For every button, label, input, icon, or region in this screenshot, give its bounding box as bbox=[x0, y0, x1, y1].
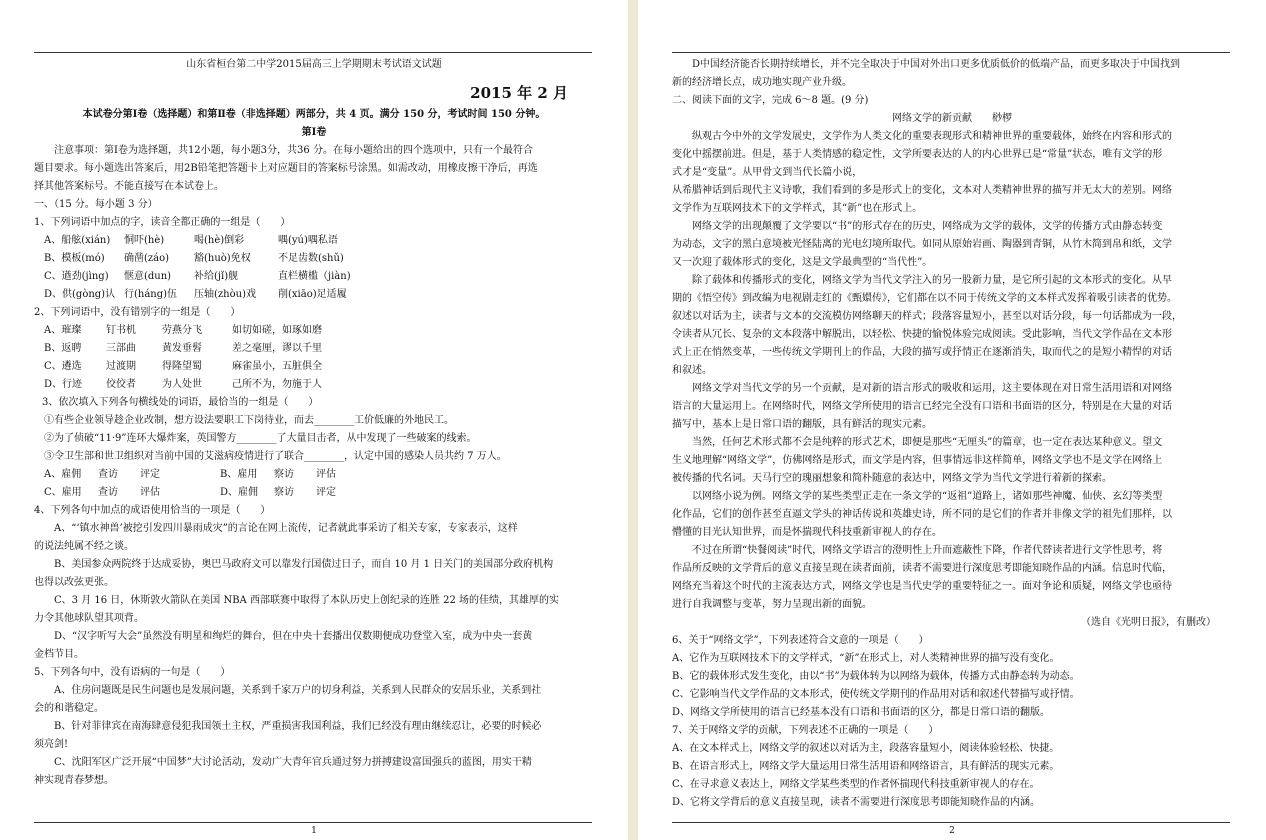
option-word: 己所不为，勿施于人 bbox=[232, 379, 322, 390]
option-word: B、模板(mó) bbox=[44, 253, 105, 264]
article-line: 式才是“变量”。从甲骨文到当代长篇小说， bbox=[672, 167, 863, 178]
option-word: 差之毫厘，谬以千里 bbox=[232, 343, 322, 354]
question-line: A、“‘镇水神兽’被挖引发四川暴雨成灾”的言论在网上流传，记者就此事采访了相关专家，专家表示，这样 bbox=[54, 523, 518, 534]
fill-sentence: ③令卫生部和世卫组织对当前中国的艾滋病疫情进行了联合________，认定中国的感染人员共约 7 万人。 bbox=[44, 451, 507, 462]
option-word: A、船舷(xián) bbox=[44, 235, 111, 246]
exam-title: 山东省桓台第二中学2015届高三上学期期末考试语文试题 bbox=[186, 59, 442, 70]
article-line: 当然，任何艺术形式都不会是纯粹的形式艺术，即便是那些“无厘头”的篇章，也一定在表达某种意义。望文 bbox=[672, 437, 1163, 448]
option-line: A、在文本样式上，网络文学的叙述以对话为主，段落容量短小，阅读体验轻松、快捷。 bbox=[672, 743, 1060, 754]
option-word: 查访 bbox=[98, 487, 118, 498]
option-word: 评定 bbox=[316, 487, 336, 498]
option-line: D、它将文学背后的意义直接呈现，读者不需要进行深度思考即能知晓作品的内涵。 bbox=[672, 797, 1041, 808]
question-line: 新的经济增长点，成功地实现产业升级。 bbox=[672, 77, 852, 88]
option-word: C、遒劲(jìng) bbox=[44, 271, 109, 282]
option-line: C、它影响当代文学作品的文本形式，使传统文学期刊的作品用对话和叙述代替描写或抒情。 bbox=[672, 689, 1080, 700]
question-line: 的说法纯属不经之谈。 bbox=[34, 541, 134, 552]
question-line: C、3 月 16 日，休斯敦火箭队在美国 NBA 西部联赛中取得了本队历史上创纪录的连胜 22 场的佳绩，其雄厚的实 bbox=[54, 595, 560, 606]
article-line: 网络充当着这个时代的主流表达方式，网络文学也是当代史学的重要特征之一。面对争论和质疑，网络文学也亟待 bbox=[672, 581, 1172, 592]
option-word: A、雇佣 bbox=[44, 469, 82, 480]
article-line: 网络文学对当代文学的另一个贡献，是对新的语言形式的吸收和运用，这主要体现在对日常生活用语和对网络 bbox=[672, 383, 1172, 394]
question-line: 须亮剑! bbox=[34, 739, 69, 750]
article-line: 为动态，文字的黑白意境被光怪陆离的光电幻境所取代。如同从原始岩画、陶器到青铜，从竹木简到帛和纸，文学 bbox=[672, 239, 1172, 250]
article-line: 被传播的代名词。天马行空的瑰丽想象和简朴随意的表达中，网络文学为当代文学进行着新的探索。 bbox=[672, 473, 1112, 484]
page-1 bbox=[0, 0, 628, 840]
option-row bbox=[34, 286, 594, 304]
option-word: 压轴(zhòu)戏 bbox=[194, 289, 256, 300]
option-line: C、在寻求意义表达上，网络文学某些类型的作者怀揣现代科技重新审视人的存在。 bbox=[672, 779, 1040, 790]
question-stem: 3、依次填入下列各句横线处的词语，最恰当的一组是（ ） bbox=[42, 397, 319, 408]
question-stem: 4、下列各句中加点的成语使用恰当的一项是（ ） bbox=[34, 505, 271, 516]
option-word: 评定 bbox=[140, 469, 160, 480]
notice-line: 题目要求。每小题选出答案后，用2B铅笔把答题卡上对应题目的答案标号涂黑。如需改动，用橡皮擦干净后，再选 bbox=[34, 163, 538, 174]
option-word: 评估 bbox=[316, 469, 336, 480]
option-word: D、供(gòng)认 bbox=[44, 289, 116, 300]
option-word: 察访 bbox=[274, 487, 294, 498]
footer-rule bbox=[34, 822, 592, 823]
article-line: 语言的大量运用上。在网络时代，网络文学所使用的语言已经完全没有口语和书面语的区分，特别是在大量的对话 bbox=[672, 401, 1172, 412]
option-row bbox=[34, 322, 594, 340]
option-word: 钉书机 bbox=[106, 325, 136, 336]
option-line: B、在语言形式上，网络文学大量运用日常生活用语和网络语言，具有鲜活的现实元素。 bbox=[672, 761, 1060, 772]
option-word: B、雇用 bbox=[220, 469, 258, 480]
question-line: C、沈阳军区广泛开展“中国梦”大讨论活动，发动广大青年官兵通过努力拼搏建设富国强兵的蓝图，用实干精 bbox=[54, 757, 532, 768]
option-word: 过渡期 bbox=[106, 361, 136, 372]
page-2-content bbox=[672, 56, 1232, 812]
exam-date: 2015 年 2 月 bbox=[470, 84, 568, 102]
option-word: D、行迹 bbox=[44, 379, 83, 390]
notice-line: 择其他答案标号。不能直接写在本试卷上。 bbox=[34, 181, 224, 192]
option-word: 劳燕分飞 bbox=[162, 325, 202, 336]
question-line: 力令其他球队望其项背。 bbox=[34, 613, 144, 624]
page-2 bbox=[638, 0, 1266, 840]
option-row bbox=[34, 484, 594, 502]
article-line: 进行自我调整与变革，努力呈现出新的面貌。 bbox=[672, 599, 872, 610]
option-word: B、返聘 bbox=[44, 343, 82, 354]
article-line: 描写中，基本上是日常口语的翻版，具有鲜活的现实元素。 bbox=[672, 419, 932, 430]
question-line: B、美国参众两院终于达成妥协，奥巴马政府文可以靠发行国债过日子，而自 10 月 1 日关门的美国部分政府机构 bbox=[54, 559, 554, 570]
option-word: 恫吓(hè) bbox=[124, 235, 165, 246]
question-stem: 2、下列词语中，没有错别字的一组是（ ） bbox=[34, 307, 241, 318]
option-word: D、雇佣 bbox=[220, 487, 259, 498]
option-line: A、它作为互联网技术下的文学样式，“新”在形式上，对人类精神世界的描写没有变化。 bbox=[672, 653, 1060, 664]
option-word: 评估 bbox=[140, 487, 160, 498]
exam-intro: 本试卷分第Ⅰ卷（选择题）和第Ⅱ卷（非选择题）两部分，共 4 页。满分 150 分，考试时间 150 分钟。 bbox=[82, 109, 546, 120]
question-stem: 7、关于网络文学的贡献，下列表述不正确的一项是（ ） bbox=[672, 725, 939, 736]
option-row bbox=[34, 232, 594, 250]
article-line: 期的《悟空传》到改编为电视剧走红的《甄嬛传》，它们都在以不同于传统文学的文本样式发挥着吸引读者的优势。 bbox=[672, 293, 1177, 304]
article-line: 令读者从冗长、复杂的文本段落中解脱出，以轻松、快捷的愉悦体验完成阅读。受此影响，当代文学作品在文本形 bbox=[672, 329, 1172, 340]
article-line: 从希腊神话到后现代主义诗歌，我们看到的多是形式上的变化，文本对人类精神世界的描写并无太大的差别。网络 bbox=[672, 185, 1172, 196]
option-row bbox=[34, 340, 594, 358]
option-row bbox=[34, 250, 594, 268]
option-word: C、雇用 bbox=[44, 487, 82, 498]
option-word: 三部曲 bbox=[106, 343, 136, 354]
question-line: D中国经济能否长期持续增长，并不完全取决于中国对外出口更多优质低价的低端产品，而更多取决于中国找到 bbox=[692, 59, 1181, 70]
option-word: 削(xiāo)足适履 bbox=[278, 289, 347, 300]
question-stem: 5、下列各句中，没有语病的一句是（ ） bbox=[34, 667, 231, 678]
option-row bbox=[34, 376, 594, 394]
option-word: 行(háng)伍 bbox=[124, 289, 178, 300]
option-word: 不足齿数(shǔ) bbox=[278, 253, 344, 264]
option-word: 喁(yú)喁私语 bbox=[278, 235, 338, 246]
article-line: 文学作为互联网技术下的文学样式，其“新”也在形式上。 bbox=[672, 203, 923, 214]
option-word: A、璀璨 bbox=[44, 325, 82, 336]
option-word: 麻雀虽小，五脏俱全 bbox=[232, 361, 322, 372]
option-word: 喝(hè)倒彩 bbox=[194, 235, 245, 246]
section-heading: 第Ⅰ卷 bbox=[301, 127, 327, 138]
article-line: 化作品，它们的创作甚至直逼文学头的神话传说和英雄史诗，所不同的是它们的作者并非像文学的祖先们那样，以 bbox=[672, 509, 1172, 520]
article-line: 不过在所谓“快餐阅读”时代，网络文学语言的澄明性上升而遮蔽性下降，作者代替读者进行文学性思考，将 bbox=[672, 545, 1163, 556]
article-title: 网络文学的新贡献 桫椤 bbox=[892, 113, 1012, 124]
article-source: （选自《光明日报》，有删改） bbox=[1081, 617, 1216, 628]
option-word: 确凿(záo) bbox=[124, 253, 170, 264]
question-line: 金档节目。 bbox=[34, 649, 84, 660]
option-word: 得隆望蜀 bbox=[162, 361, 202, 372]
option-line: D、网络文学所使用的语言已经基本没有口语和书面语的区分，都是日常口语的翻版。 bbox=[672, 707, 1051, 718]
option-row bbox=[34, 358, 594, 376]
option-row bbox=[34, 268, 594, 286]
part-heading: 二、阅读下面的文字，完成 6～8 题。(9 分) bbox=[672, 95, 869, 106]
question-stem: 6、关于“网络文学”，下列表述符合文意的一项是（ ） bbox=[672, 635, 929, 646]
article-line: 纵观古今中外的文学发展史，文学作为人类文化的重要表现形式和精神世界的重要载体，始终在内容和形式的 bbox=[672, 131, 1172, 142]
article-line: 变化中摇摆前进。但是，基于人类情感的稳定性，文学所要表达的人的内心世界已是“常量”状态，唯有文学的形 bbox=[672, 149, 1163, 160]
option-word: C、遴选 bbox=[44, 361, 82, 372]
page-number: 1 bbox=[311, 826, 317, 836]
part-heading: 一、（15 分。每小题 3 分） bbox=[34, 199, 158, 210]
question-line: A、住房问题既是民生问题也是发展问题，关系到千家万户的切身利益，关系到人民群众的安居乐业，关系到社 bbox=[54, 685, 542, 696]
question-line: 也得以改弦更张。 bbox=[34, 577, 114, 588]
question-line: 神实现青春梦想。 bbox=[34, 775, 114, 786]
option-row bbox=[34, 466, 594, 484]
question-stem: 1、下列词语中加点的字，读音全都正确的一组是（ ） bbox=[34, 217, 291, 228]
article-line: 网络文学的出现颠覆了文学要以“书”的形式存在的历史，网络成为文学的载体，文学的传播方式由静态转变 bbox=[672, 221, 1163, 232]
question-line: D、“汉字听写大会”虽然没有明星和绚烂的舞台，但在中央十套播出仅数期便成功登堂入室，成为中央一套黄 bbox=[54, 631, 533, 642]
notice-line: 注意事项：第Ⅰ卷为选择题，共12小题，每小题3分，共36 分。在每小题给出的四个选项中，只有一个最符合 bbox=[54, 145, 533, 156]
question-line: B、针对菲律宾在南海肆意侵犯我国领土主权，严重损害我国利益，我们已经没有理由继续忍让，必要的时候必 bbox=[54, 721, 542, 732]
footer-rule bbox=[672, 822, 1230, 823]
option-line: B、它的载体形式发生变化，由以“书”为载体转为以网络为载体，传播方式由静态转为动态。 bbox=[672, 671, 1080, 682]
option-word: 佼佼者 bbox=[106, 379, 136, 390]
article-line: 叙述以对话为主，读者与文本的交流模仿网络聊天的样式；段落容量短小，甚至以对话分段，每一句话都成为一段， bbox=[672, 311, 1182, 322]
option-word: 如切如磋，如琢如磨 bbox=[232, 325, 322, 336]
fill-sentence: ①有些企业领导趁企业改制，想方设法要职工下岗待业，而去________工价低廉的外地民工。 bbox=[44, 415, 454, 426]
article-line: 除了载体和传播形式的变化，网络文学为当代文学注入的另一股新力量，是它所引起的文本形式的变化。从早 bbox=[672, 275, 1172, 286]
article-line: 作品所反映的文学背后的意义直接呈现在读者面前，读者不需要进行深度思考即能知晓作品的内涵。信息时代临， bbox=[672, 563, 1172, 574]
page-number: 2 bbox=[949, 826, 955, 836]
header-rule bbox=[34, 52, 592, 53]
option-word: 惬意(dun) bbox=[124, 271, 172, 282]
option-word: 查访 bbox=[98, 469, 118, 480]
page-1-content bbox=[34, 56, 594, 790]
article-line: 和叙述。 bbox=[672, 365, 712, 376]
question-line: 会的和谐稳定。 bbox=[34, 703, 104, 714]
article-line: 懵懂的目光认知世界，而是怀揣现代科技重新审视人的存在。 bbox=[672, 527, 942, 538]
fill-sentence: ②为了侦破“11·9”连环大爆炸案，英国警方________了大量目击者，从中发现了一些破案的线索。 bbox=[44, 433, 477, 444]
article-line: 以网络小说为例。网络文学的某些类型正走在一条文学的“返祖”道路上，诸如那些神魔、仙侠、玄幻等类型 bbox=[672, 491, 1163, 502]
article-line: 生义地理解“网络文学”，仿佛网络是形式，而文学是内容，但事情远非这样简单，网络文学也不是文学在网络上 bbox=[672, 455, 1163, 466]
option-word: 察访 bbox=[274, 469, 294, 480]
article-line: 又一次迎了载体形式的变化，这是文学最典型的“当代性”。 bbox=[672, 257, 933, 268]
option-word: 豁(huò)免权 bbox=[194, 253, 251, 264]
option-word: 黄发垂髫 bbox=[162, 343, 202, 354]
article-line: 式上正在悄然变革，一些传统文学期刊上的作品，大段的描写或抒情正在逐渐消失，取而代之的是短小精悍的对话 bbox=[672, 347, 1172, 358]
option-word: 直栏横槛（jiàn) bbox=[278, 271, 351, 282]
header-rule bbox=[672, 52, 1230, 53]
option-word: 补给(jǐ)舰 bbox=[194, 271, 239, 282]
option-word: 为人处世 bbox=[162, 379, 202, 390]
